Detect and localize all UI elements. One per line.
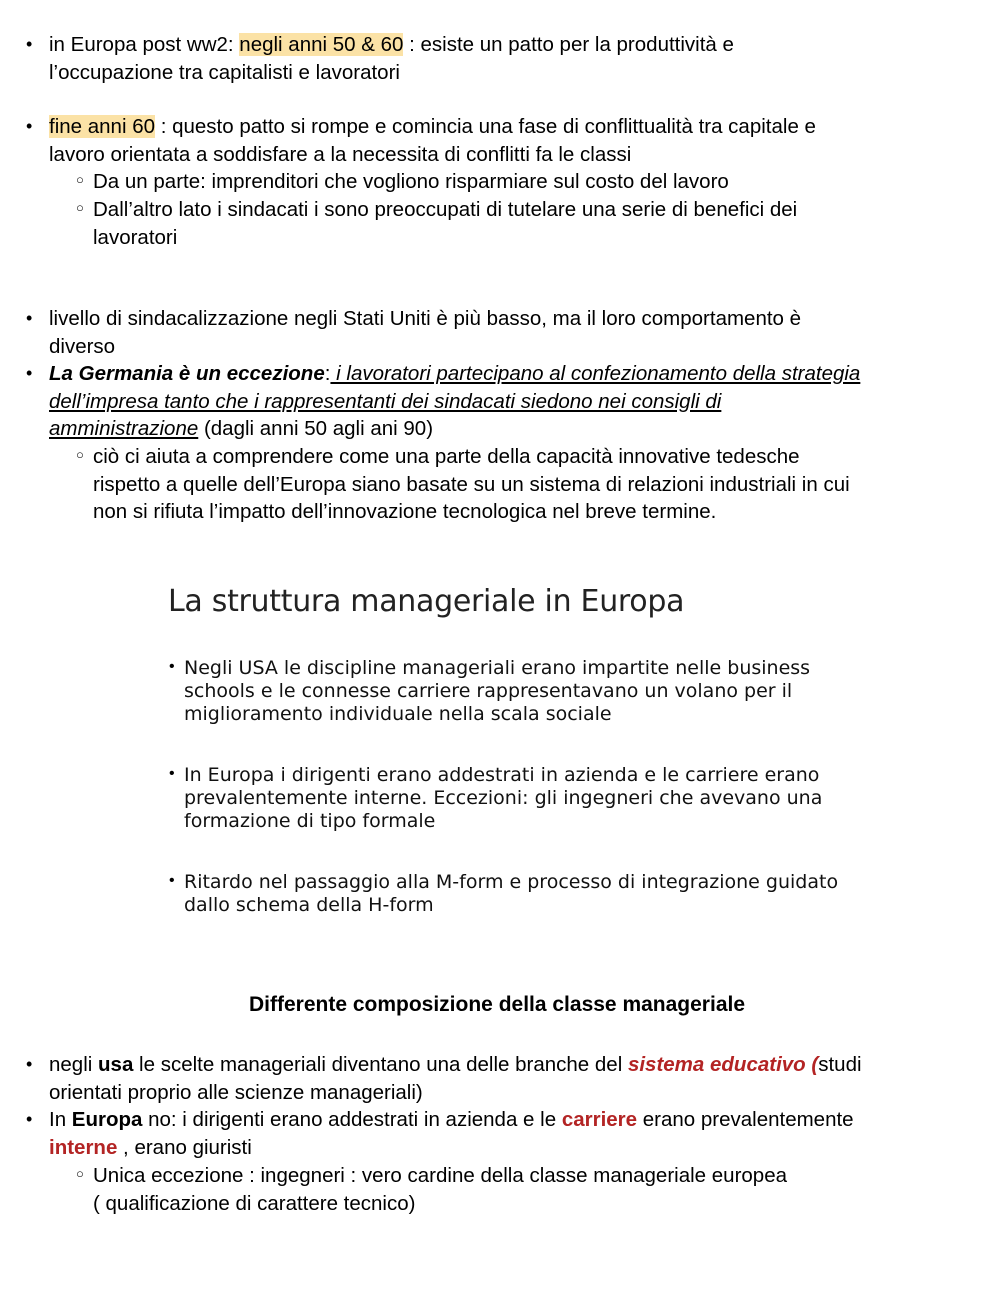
- section-heading: Differente composizione della classe manageriale: [248, 993, 746, 1016]
- red-italic-text: sistema educativo (: [627, 1053, 819, 1076]
- bullet-dot: •: [26, 308, 33, 328]
- bullet-dot: •: [26, 34, 33, 54]
- paragraph-europa: [49, 1106, 984, 1161]
- bullet-dot: •: [26, 363, 33, 383]
- text-line: Ritardo nel passaggio alla M-form e processo di integrazione guidato: [184, 871, 839, 893]
- slide-item-usa: [184, 657, 884, 726]
- text: erano prevalentemente: [637, 1108, 854, 1131]
- bullet-dot: •: [26, 1109, 33, 1129]
- sub-bullet-circle: ○: [76, 1166, 84, 1181]
- text-line: Da un parte: imprenditori che vogliono risparmiare sul costo del lavoro: [93, 170, 729, 193]
- slide-bullet-dot: •: [169, 658, 175, 675]
- sub-item-ingegneri: [93, 1162, 983, 1217]
- text: , erano giuristi: [117, 1135, 252, 1159]
- text-line: orientati proprio alle scienze manageriali): [49, 1080, 423, 1104]
- text: :: [324, 362, 331, 385]
- text-line: miglioramento individuale nella scala sociale: [184, 703, 612, 725]
- bold-text: Europa: [71, 1108, 143, 1131]
- sub-item-imprenditori: [93, 168, 973, 196]
- text-line: rispetto a quelle dell’Europa siano basate su un sistema di relazioni industriali in cui: [93, 472, 850, 496]
- text: no: i dirigenti erano addestrati in azienda e le: [142, 1108, 562, 1131]
- underlined-text: dell’impresa tanto che i rappresentanti dei sindacati siedono nei consigli di: [49, 389, 722, 413]
- slide-title: La struttura manageriale in Europa: [168, 584, 685, 619]
- paragraph-usa: [49, 1051, 984, 1106]
- slide-item-mform: [184, 871, 904, 917]
- text-line: ( qualificazione di carattere tecnico): [93, 1191, 416, 1215]
- red-bold-text: carriere: [561, 1108, 638, 1131]
- bold-italic-text: La Germania è un eccezione: [49, 362, 325, 385]
- text-line: l’occupazione tra capitalisti e lavoratori: [49, 60, 400, 84]
- text: studi: [818, 1053, 862, 1076]
- text: negli: [49, 1053, 99, 1076]
- text-line: In Europa i dirigenti erano addestrati in azienda e le carriere erano: [184, 764, 820, 786]
- text: : questo patto si rompe e comincia una fase di conflittualità tra capitale e: [155, 115, 816, 138]
- underlined-text: amministrazione: [49, 417, 199, 440]
- text: : esiste un patto per la produttività e: [403, 33, 734, 56]
- paragraph-germania: [49, 360, 984, 443]
- sub-bullet-circle: ○: [76, 200, 84, 215]
- text: in Europa post ww2:: [49, 33, 240, 56]
- sub-bullet-circle: ○: [76, 172, 84, 187]
- text-line: lavoro orientata a soddisfare a la necessita di conflitti fa le classi: [49, 142, 632, 166]
- text-line: schools e le connesse carriere rappresentavano un volano per il: [184, 680, 793, 702]
- slide-bullet-dot: •: [169, 872, 175, 889]
- bullet-dot: •: [26, 1054, 33, 1074]
- text-line: livello di sindacalizzazione negli Stati Uniti è più basso, ma il loro comportamento è: [49, 307, 802, 330]
- slide-item-europa: [184, 764, 884, 833]
- highlighted-text: fine anni 60: [49, 115, 156, 138]
- bold-text: usa: [98, 1053, 134, 1076]
- paragraph-sindacalizzazione: [49, 305, 979, 360]
- text-line: Unica eccezione : ingegneri : vero cardine della classe manageriale europea: [93, 1164, 787, 1187]
- text: In: [49, 1108, 72, 1131]
- text-line: lavoratori: [93, 225, 178, 249]
- red-bold-text: interne: [49, 1135, 118, 1159]
- text-line: non si rifiuta l’impatto dell’innovazione tecnologica nel breve termine.: [93, 500, 717, 523]
- text-line: prevalentemente interne. Eccezioni: gli ingegneri che avevano una: [184, 787, 823, 809]
- slide-bullet-dot: •: [169, 765, 175, 782]
- text-line: Negli USA le discipline manageriali erano impartite nelle business: [184, 657, 811, 679]
- paragraph-europa-postwar: [49, 31, 979, 86]
- sub-item-sindacati: [93, 196, 973, 251]
- paragraph-fine-anni-60: [49, 113, 979, 168]
- bullet-dot: •: [26, 116, 33, 136]
- sub-bullet-circle: ○: [76, 447, 84, 462]
- text-line: diverso: [49, 334, 116, 358]
- sub-item-innovazione: [93, 443, 983, 526]
- text-line: formazione di tipo formale: [184, 810, 436, 832]
- text-line: ciò ci aiuta a comprendere come una parte della capacità innovative tedesche: [93, 445, 800, 468]
- text-line: Dall’altro lato i sindacati i sono preoccupati di tutelare una serie di benefici dei: [93, 198, 798, 221]
- text-line: dallo schema della H-form: [184, 894, 434, 916]
- text: le scelte manageriali diventano una delle branche del: [133, 1053, 628, 1076]
- text: (dagli anni 50 agli ani 90): [198, 417, 434, 440]
- highlighted-text: negli anni 50 & 60: [239, 33, 404, 56]
- underlined-text: i lavoratori partecipano al confezionamento della strategia: [330, 362, 861, 385]
